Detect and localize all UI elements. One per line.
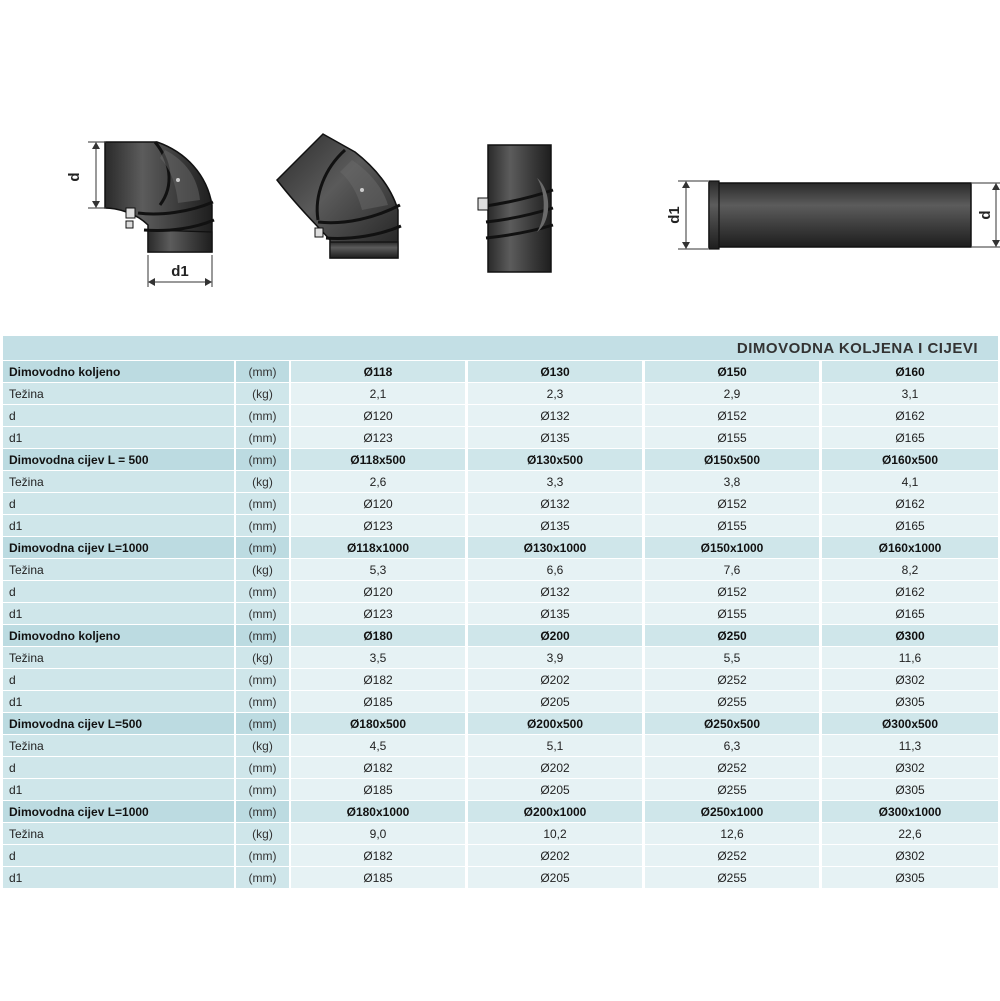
table-row	[3, 757, 998, 779]
table-cell: 2,9	[645, 383, 822, 405]
row-label: d	[3, 845, 236, 867]
table-cell: Ø150x1000	[645, 537, 822, 559]
table-cell: Ø118x500	[291, 449, 468, 471]
table-cell: Ø130	[468, 361, 645, 383]
row-unit: (mm)	[236, 757, 291, 779]
row-label: Dimovodno koljeno	[3, 361, 236, 383]
row-unit: (kg)	[236, 383, 291, 405]
table-cell: Ø165	[822, 427, 998, 449]
table-cell: Ø300x1000	[822, 801, 998, 823]
table-row	[3, 735, 998, 757]
row-unit: (mm)	[236, 581, 291, 603]
table-cell: Ø118	[291, 361, 468, 383]
table-cell: Ø123	[291, 427, 468, 449]
table-row	[3, 845, 998, 867]
table-cell: 5,5	[645, 647, 822, 669]
table-cell: Ø150x500	[645, 449, 822, 471]
table-cell: 4,5	[291, 735, 468, 757]
table-group-header-row	[3, 713, 998, 735]
table-cell: Ø252	[645, 845, 822, 867]
table-group-header-row	[3, 361, 998, 383]
table-cell: Ø132	[468, 405, 645, 427]
row-unit: (mm)	[236, 537, 291, 559]
table-cell: Ø118x1000	[291, 537, 468, 559]
table-cell: Ø305	[822, 691, 998, 713]
table-cell: 10,2	[468, 823, 645, 845]
table-cell: Ø200	[468, 625, 645, 647]
table-cell: Ø123	[291, 515, 468, 537]
table-group-header-row	[3, 625, 998, 647]
table-cell: Ø182	[291, 845, 468, 867]
row-unit: (mm)	[236, 603, 291, 625]
table-cell: Ø182	[291, 757, 468, 779]
table-cell: Ø152	[645, 581, 822, 603]
elbow-90-illustration	[66, 142, 214, 287]
row-unit: (mm)	[236, 669, 291, 691]
row-unit: (mm)	[236, 867, 291, 889]
table-row	[3, 669, 998, 691]
row-label: d1	[3, 779, 236, 801]
pipe-d-label: d	[977, 210, 994, 220]
row-label: Težina	[3, 823, 236, 845]
table-cell: Ø120	[291, 493, 468, 515]
table-cell: Ø302	[822, 757, 998, 779]
table-row	[3, 823, 998, 845]
row-label: Težina	[3, 647, 236, 669]
table-cell: Ø180x1000	[291, 801, 468, 823]
table-cell: 3,8	[645, 471, 822, 493]
table-cell: Ø155	[645, 603, 822, 625]
table-cell: Ø252	[645, 669, 822, 691]
table-row	[3, 581, 998, 603]
table-cell: 2,1	[291, 383, 468, 405]
table-cell: 3,9	[468, 647, 645, 669]
table-cell: Ø300	[822, 625, 998, 647]
table-cell: Ø250x500	[645, 713, 822, 735]
table-cell: 12,6	[645, 823, 822, 845]
table-group-header-row	[3, 537, 998, 559]
table-cell: 6,6	[468, 559, 645, 581]
table-row	[3, 427, 998, 449]
row-label: d1	[3, 867, 236, 889]
table-cell: Ø152	[645, 493, 822, 515]
row-label: d	[3, 405, 236, 427]
table-cell: Ø200x500	[468, 713, 645, 735]
table-cell: Ø205	[468, 691, 645, 713]
table-group-header-row	[3, 801, 998, 823]
table-cell: Ø185	[291, 867, 468, 889]
row-label: Dimovodna cijev L=500	[3, 713, 236, 735]
elbow-45-illustration	[277, 134, 401, 258]
row-label: d1	[3, 427, 236, 449]
table-cell: Ø160x1000	[822, 537, 998, 559]
row-label: Težina	[3, 383, 236, 405]
table-cell: Ø155	[645, 427, 822, 449]
row-label: d	[3, 493, 236, 515]
table-row	[3, 493, 998, 515]
table-row	[3, 867, 998, 889]
straight-pipe-illustration	[666, 181, 1000, 249]
table-cell: Ø255	[645, 691, 822, 713]
row-unit: (mm)	[236, 493, 291, 515]
table-cell: Ø150	[645, 361, 822, 383]
row-label: d	[3, 581, 236, 603]
table-row	[3, 471, 998, 493]
table-cell: 5,3	[291, 559, 468, 581]
table-cell: Ø185	[291, 779, 468, 801]
table-body	[3, 361, 998, 889]
table-row	[3, 405, 998, 427]
table-cell: Ø255	[645, 867, 822, 889]
table-cell: Ø135	[468, 515, 645, 537]
elbow-d1-label: d1	[171, 263, 189, 280]
row-label: d1	[3, 691, 236, 713]
row-unit: (mm)	[236, 779, 291, 801]
table-cell: 3,5	[291, 647, 468, 669]
table-cell: Ø130x500	[468, 449, 645, 471]
row-unit: (mm)	[236, 691, 291, 713]
row-unit: (kg)	[236, 471, 291, 493]
table-row	[3, 383, 998, 405]
table-cell: Ø305	[822, 779, 998, 801]
table-cell: Ø160x500	[822, 449, 998, 471]
table-cell: Ø202	[468, 669, 645, 691]
table-cell: 22,6	[822, 823, 998, 845]
table-cell: 7,6	[645, 559, 822, 581]
table-row	[3, 515, 998, 537]
row-unit: (mm)	[236, 405, 291, 427]
table-cell: Ø305	[822, 867, 998, 889]
table-cell: Ø160	[822, 361, 998, 383]
table-cell: 11,3	[822, 735, 998, 757]
table-cell: Ø152	[645, 405, 822, 427]
row-unit: (mm)	[236, 427, 291, 449]
row-label: Težina	[3, 735, 236, 757]
table-cell: 11,6	[822, 647, 998, 669]
product-illustrations	[0, 0, 1000, 330]
row-unit: (mm)	[236, 515, 291, 537]
table-cell: Ø302	[822, 669, 998, 691]
table-cell: Ø250	[645, 625, 822, 647]
table-cell: Ø205	[468, 779, 645, 801]
row-unit: (kg)	[236, 735, 291, 757]
table-row	[3, 779, 998, 801]
table-cell: Ø200x1000	[468, 801, 645, 823]
row-unit: (mm)	[236, 361, 291, 383]
row-unit: (mm)	[236, 625, 291, 647]
table-cell: 3,3	[468, 471, 645, 493]
table-group-header-row	[3, 449, 998, 471]
table-cell: 3,1	[822, 383, 998, 405]
row-unit: (kg)	[236, 823, 291, 845]
table-cell: Ø302	[822, 845, 998, 867]
table-cell: Ø180x500	[291, 713, 468, 735]
table-cell: Ø202	[468, 845, 645, 867]
elbow-d-label: d	[66, 172, 83, 182]
row-unit: (mm)	[236, 713, 291, 735]
table-cell: Ø255	[645, 779, 822, 801]
row-unit: (mm)	[236, 449, 291, 471]
table-cell: Ø300x500	[822, 713, 998, 735]
row-unit: (mm)	[236, 845, 291, 867]
row-label: Dimovodna cijev L=1000	[3, 801, 236, 823]
table-cell: Ø165	[822, 603, 998, 625]
row-label: Težina	[3, 471, 236, 493]
pipe-d1-label: d1	[666, 206, 683, 224]
table-cell: Ø165	[822, 515, 998, 537]
table-cell: Ø250x1000	[645, 801, 822, 823]
table-title: DIMOVODNA KOLJENA I CIJEVI	[3, 336, 998, 361]
row-label: Dimovodno koljeno	[3, 625, 236, 647]
table-cell: Ø162	[822, 405, 998, 427]
row-label: d1	[3, 515, 236, 537]
table-cell: Ø252	[645, 757, 822, 779]
table-row	[3, 691, 998, 713]
table-cell: 5,1	[468, 735, 645, 757]
table-cell: Ø182	[291, 669, 468, 691]
table-row	[3, 559, 998, 581]
table-cell: 4,1	[822, 471, 998, 493]
table-cell: 8,2	[822, 559, 998, 581]
row-label: d	[3, 757, 236, 779]
table-cell: Ø162	[822, 581, 998, 603]
row-unit: (kg)	[236, 647, 291, 669]
spec-table	[3, 336, 998, 889]
row-unit: (kg)	[236, 559, 291, 581]
table-cell: 9,0	[291, 823, 468, 845]
row-label: Dimovodna cijev L = 500	[3, 449, 236, 471]
table-cell: Ø130x1000	[468, 537, 645, 559]
table-cell: Ø132	[468, 493, 645, 515]
table-row	[3, 603, 998, 625]
cleanout-pipe-illustration	[478, 145, 553, 272]
table-row	[3, 647, 998, 669]
row-label: d1	[3, 603, 236, 625]
table-cell: Ø120	[291, 405, 468, 427]
table-cell: Ø123	[291, 603, 468, 625]
table-cell: Ø135	[468, 427, 645, 449]
table-cell: Ø205	[468, 867, 645, 889]
table-cell: 2,6	[291, 471, 468, 493]
table-cell: Ø180	[291, 625, 468, 647]
table-cell: Ø202	[468, 757, 645, 779]
table-cell: Ø120	[291, 581, 468, 603]
table-cell: Ø162	[822, 493, 998, 515]
row-label: d	[3, 669, 236, 691]
table-cell: Ø155	[645, 515, 822, 537]
row-unit: (mm)	[236, 801, 291, 823]
row-label: Težina	[3, 559, 236, 581]
table-cell: Ø135	[468, 603, 645, 625]
table-cell: 2,3	[468, 383, 645, 405]
row-label: Dimovodna cijev L=1000	[3, 537, 236, 559]
table-cell: 6,3	[645, 735, 822, 757]
table-cell: Ø132	[468, 581, 645, 603]
table-cell: Ø185	[291, 691, 468, 713]
